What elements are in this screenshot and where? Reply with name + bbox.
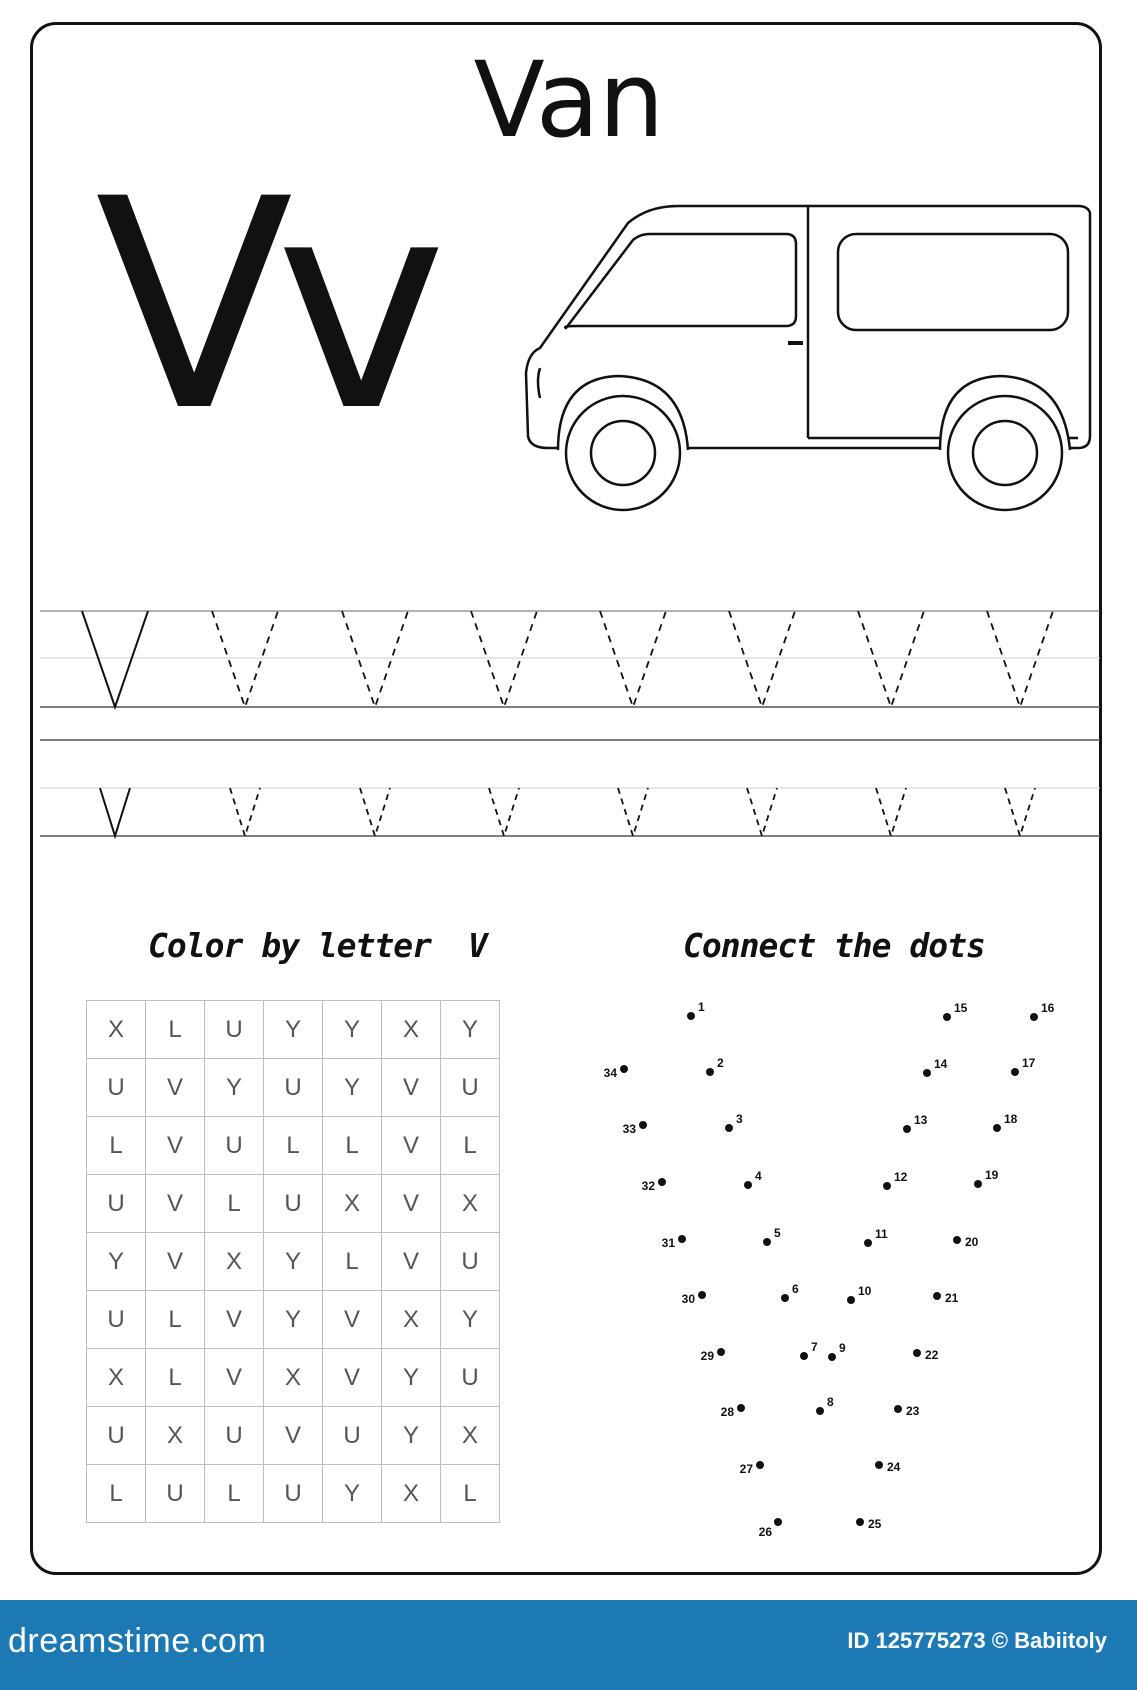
dot-label: 6 — [792, 1282, 799, 1296]
grid-cell[interactable]: Y — [264, 1233, 323, 1291]
dot-label: 10 — [858, 1284, 872, 1298]
dot-34[interactable] — [620, 1065, 628, 1073]
dot-15[interactable] — [943, 1013, 951, 1021]
grid-cell[interactable]: Y — [323, 1465, 382, 1523]
dot-label: 4 — [755, 1169, 762, 1183]
dot-label: 14 — [934, 1057, 948, 1071]
grid-cell[interactable]: U — [323, 1407, 382, 1465]
grid-cell[interactable]: U — [264, 1175, 323, 1233]
dot-label: 24 — [887, 1460, 901, 1474]
dot-label: 5 — [774, 1226, 781, 1240]
dot-26[interactable] — [774, 1518, 782, 1526]
grid-cell[interactable]: V — [146, 1175, 205, 1233]
grid-row — [87, 1059, 500, 1117]
upper-v-solid — [82, 611, 148, 707]
grid-cell[interactable]: U — [441, 1059, 500, 1117]
grid-cell[interactable]: U — [87, 1407, 146, 1465]
dot-28[interactable] — [737, 1404, 745, 1412]
color-title-text: Color by letter — [148, 926, 432, 965]
dot-label: 9 — [839, 1341, 846, 1355]
dot-30[interactable] — [698, 1291, 706, 1299]
grid-row — [87, 1001, 500, 1059]
dot-label: 18 — [1004, 1112, 1018, 1126]
dot-19[interactable] — [974, 1180, 982, 1188]
grid-cell[interactable]: V — [382, 1059, 441, 1117]
dot-8[interactable] — [816, 1407, 824, 1415]
grid-cell[interactable]: X — [382, 1465, 441, 1523]
grid-cell[interactable]: V — [264, 1407, 323, 1465]
dot-label: 2 — [717, 1056, 724, 1070]
grid-cell[interactable]: X — [382, 1291, 441, 1349]
grid-cell[interactable]: U — [441, 1233, 500, 1291]
grid-cell[interactable]: X — [146, 1407, 205, 1465]
grid-cell[interactable]: L — [441, 1465, 500, 1523]
grid-cell[interactable]: Y — [264, 1291, 323, 1349]
footer-bar — [0, 1600, 1137, 1690]
grid-cell[interactable]: V — [382, 1117, 441, 1175]
grid-cell[interactable]: Y — [205, 1059, 264, 1117]
grid-cell[interactable]: L — [205, 1175, 264, 1233]
dot-2[interactable] — [706, 1068, 714, 1076]
tracing-lines — [40, 600, 1100, 840]
dot-label: 11 — [875, 1227, 888, 1241]
grid-row — [87, 1175, 500, 1233]
grid-cell[interactable]: L — [146, 1001, 205, 1059]
grid-cell[interactable]: U — [87, 1059, 146, 1117]
grid-cell[interactable]: L — [146, 1349, 205, 1407]
grid-cell[interactable]: U — [205, 1001, 264, 1059]
dot-label: 21 — [945, 1291, 959, 1305]
grid-cell[interactable]: U — [441, 1349, 500, 1407]
grid-cell[interactable]: U — [205, 1117, 264, 1175]
dot-33[interactable] — [639, 1121, 647, 1129]
dot-3[interactable] — [725, 1124, 733, 1132]
dot-label: 1 — [698, 1000, 705, 1014]
connect-dots-title: Connect the dots — [683, 926, 985, 965]
grid-cell[interactable]: Y — [87, 1233, 146, 1291]
upper-v-dashed-guides — [212, 611, 1053, 707]
dot-label: 33 — [622, 1122, 636, 1136]
grid-cell[interactable]: U — [146, 1465, 205, 1523]
dot-label: 32 — [641, 1179, 655, 1193]
dot-32[interactable] — [658, 1178, 666, 1186]
grid-row — [87, 1117, 500, 1175]
dot-label: 17 — [1022, 1056, 1036, 1070]
dot-label: 15 — [954, 1001, 968, 1015]
dot-label: 28 — [720, 1405, 734, 1419]
dot-10[interactable] — [847, 1296, 855, 1304]
grid-cell[interactable]: X — [441, 1407, 500, 1465]
grid-cell[interactable]: V — [205, 1291, 264, 1349]
grid-cell[interactable]: V — [146, 1059, 205, 1117]
dot-label: 31 — [661, 1236, 675, 1250]
dot-label: 3 — [736, 1112, 743, 1126]
grid-cell[interactable]: X — [87, 1001, 146, 1059]
grid-cell[interactable]: V — [382, 1233, 441, 1291]
grid-row — [87, 1291, 500, 1349]
image-credit: ID 125775273 © Babiitoly — [847, 1628, 1107, 1653]
grid-cell[interactable]: V — [146, 1233, 205, 1291]
grid-cell[interactable]: X — [205, 1233, 264, 1291]
grid-cell[interactable]: L — [146, 1291, 205, 1349]
grid-cell[interactable]: V — [205, 1349, 264, 1407]
van-illustration — [518, 198, 1098, 518]
dot-23[interactable] — [894, 1405, 902, 1413]
dot-16[interactable] — [1030, 1013, 1038, 1021]
dot-13[interactable] — [903, 1125, 911, 1133]
dot-11[interactable] — [864, 1239, 872, 1247]
grid-row — [87, 1407, 500, 1465]
dot-label: 22 — [925, 1348, 939, 1362]
grid-row — [87, 1233, 500, 1291]
dot-12[interactable] — [883, 1182, 891, 1190]
grid-cell[interactable]: U — [205, 1407, 264, 1465]
grid-cell[interactable]: V — [146, 1117, 205, 1175]
dot-20[interactable] — [953, 1236, 961, 1244]
grid-cell[interactable]: X — [87, 1349, 146, 1407]
grid-cell[interactable]: L — [87, 1465, 146, 1523]
dot-label: 12 — [894, 1170, 908, 1184]
grid-cell[interactable]: Y — [323, 1001, 382, 1059]
grid-cell[interactable]: U — [87, 1291, 146, 1349]
grid-cell[interactable]: L — [441, 1117, 500, 1175]
dot-label: 20 — [965, 1235, 979, 1249]
grid-cell[interactable]: Y — [264, 1001, 323, 1059]
dot-label: 23 — [906, 1404, 920, 1418]
brand-logo-text: dreamstime.com — [8, 1622, 267, 1660]
lower-v-dashed-guides — [230, 788, 1035, 836]
color-target-letter: V — [467, 926, 487, 965]
dot-label: 16 — [1041, 1001, 1055, 1015]
dot-27[interactable] — [756, 1461, 764, 1469]
grid-row — [87, 1349, 500, 1407]
grid-cell[interactable]: L — [205, 1465, 264, 1523]
dot-22[interactable] — [913, 1349, 921, 1357]
dot-4[interactable] — [744, 1181, 752, 1189]
dot-25[interactable] — [856, 1518, 864, 1526]
grid-row — [87, 1465, 500, 1523]
dot-label: 7 — [811, 1340, 818, 1354]
dot-7[interactable] — [800, 1352, 808, 1360]
dot-29[interactable] — [717, 1348, 725, 1356]
dot-6[interactable] — [781, 1294, 789, 1302]
dot-5[interactable] — [763, 1238, 771, 1246]
dot-24[interactable] — [875, 1461, 883, 1469]
dot-17[interactable] — [1011, 1068, 1019, 1076]
dot-9[interactable] — [828, 1353, 836, 1361]
color-by-letter-title — [148, 926, 487, 965]
color-by-letter-grid — [86, 1000, 500, 1523]
grid-cell[interactable]: L — [323, 1233, 382, 1291]
dot-label: 29 — [700, 1349, 714, 1363]
lower-v-solid — [100, 788, 130, 836]
grid-cell[interactable]: X — [382, 1001, 441, 1059]
grid-cell[interactable]: Y — [441, 1291, 500, 1349]
dot-label: 19 — [985, 1168, 999, 1182]
connect-the-dots-puzzle — [560, 990, 1100, 1540]
featured-letters: Vv — [95, 138, 430, 475]
dot-label: 27 — [739, 1462, 753, 1476]
grid-cell[interactable]: U — [264, 1465, 323, 1523]
dot-18[interactable] — [993, 1124, 1001, 1132]
grid-cell[interactable]: Y — [382, 1407, 441, 1465]
grid-cell[interactable]: L — [264, 1117, 323, 1175]
grid-cell[interactable]: X — [323, 1175, 382, 1233]
dot-31[interactable] — [678, 1235, 686, 1243]
dot-21[interactable] — [933, 1292, 941, 1300]
grid-cell[interactable]: V — [382, 1175, 441, 1233]
grid-cell[interactable]: L — [87, 1117, 146, 1175]
grid-cell[interactable]: V — [323, 1349, 382, 1407]
grid-cell[interactable]: L — [323, 1117, 382, 1175]
dot-label: 25 — [868, 1517, 882, 1531]
dot-label: 8 — [827, 1395, 834, 1409]
grid-cell[interactable]: V — [323, 1291, 382, 1349]
grid-cell[interactable]: U — [87, 1175, 146, 1233]
grid-cell[interactable]: U — [264, 1059, 323, 1117]
grid-cell[interactable]: Y — [382, 1349, 441, 1407]
grid-cell[interactable]: Y — [441, 1001, 500, 1059]
grid-cell[interactable]: Y — [323, 1059, 382, 1117]
dot-label: 26 — [758, 1525, 772, 1539]
dot-1[interactable] — [687, 1012, 695, 1020]
dot-14[interactable] — [923, 1069, 931, 1077]
worksheet-word: Van — [473, 39, 664, 161]
grid-cell[interactable]: X — [264, 1349, 323, 1407]
dot-label: 30 — [681, 1292, 695, 1306]
grid-cell[interactable]: X — [441, 1175, 500, 1233]
dot-label: 34 — [603, 1066, 617, 1080]
dot-label: 13 — [914, 1113, 928, 1127]
